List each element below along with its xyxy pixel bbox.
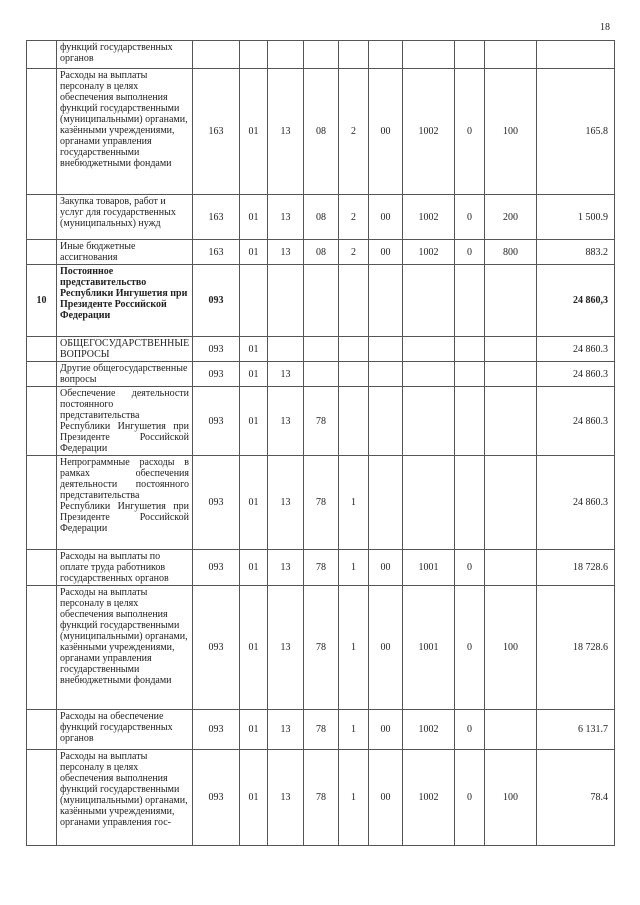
direction-code-cell: 1002 bbox=[403, 195, 455, 240]
amount-cell: 18 728.6 bbox=[537, 586, 615, 710]
ministry-code-cell: 093 bbox=[193, 550, 240, 586]
program-code-cell: 78 bbox=[304, 710, 339, 750]
row-number-cell bbox=[27, 362, 57, 387]
amount-cell: 6 131.7 bbox=[537, 710, 615, 750]
extra-code-cell: 0 bbox=[455, 750, 485, 846]
table-row bbox=[27, 195, 615, 240]
section-code-cell: 01 bbox=[240, 69, 268, 195]
expense-type-code-cell bbox=[485, 265, 537, 337]
page-number: 18 bbox=[600, 22, 610, 33]
ministry-code-cell: 093 bbox=[193, 362, 240, 387]
subsection-code-cell: 13 bbox=[268, 586, 304, 710]
expense-type-code-cell bbox=[485, 362, 537, 387]
table-row bbox=[27, 550, 615, 586]
direction-code-cell: 1001 bbox=[403, 586, 455, 710]
row-number-cell bbox=[27, 69, 57, 195]
ministry-code-cell: 093 bbox=[193, 710, 240, 750]
table-row bbox=[27, 456, 615, 550]
subprogram-code-cell bbox=[339, 41, 369, 69]
direction-code-cell: 1002 bbox=[403, 69, 455, 195]
row-number-cell bbox=[27, 41, 57, 69]
subsection-code-cell: 13 bbox=[268, 240, 304, 265]
expense-type-code-cell bbox=[485, 456, 537, 550]
table-row bbox=[27, 265, 615, 337]
extra-code-cell: 0 bbox=[455, 550, 485, 586]
extra-code-cell bbox=[455, 265, 485, 337]
section-code-cell: 01 bbox=[240, 195, 268, 240]
subsection-code-cell: 13 bbox=[268, 456, 304, 550]
row-number-cell bbox=[27, 387, 57, 456]
ministry-code-cell: 093 bbox=[193, 337, 240, 362]
amount-cell: 1 500.9 bbox=[537, 195, 615, 240]
amount-cell: 24 860.3 bbox=[537, 362, 615, 387]
expense-name-cell: Расходы на выплаты персоналу в целях обеспечения выполнения функций государственными (муниципальными) органами, казёнными учреждениями, органами управления государственными внебюджетными фондами bbox=[57, 586, 193, 710]
expense-name-cell: Обеспечение деятельности постоянного представительства Республики Ингушетия при Президенте Российской Федерации bbox=[57, 387, 193, 456]
subsection-code-cell: 13 bbox=[268, 387, 304, 456]
extra-code-cell: 0 bbox=[455, 710, 485, 750]
row-number-cell bbox=[27, 750, 57, 846]
subsection-code-cell bbox=[268, 337, 304, 362]
expense-type-code-cell: 800 bbox=[485, 240, 537, 265]
program-code-cell bbox=[304, 362, 339, 387]
expense-type-code-cell bbox=[485, 550, 537, 586]
program-code-cell: 78 bbox=[304, 456, 339, 550]
program-code-cell: 08 bbox=[304, 240, 339, 265]
direction-code-cell bbox=[403, 387, 455, 456]
subprogram-code-cell: 1 bbox=[339, 456, 369, 550]
subprogram-code-cell: 1 bbox=[339, 550, 369, 586]
direction-code-cell bbox=[403, 362, 455, 387]
main-event-code-cell bbox=[369, 387, 403, 456]
section-code-cell: 01 bbox=[240, 337, 268, 362]
subsection-code-cell bbox=[268, 41, 304, 69]
table-row bbox=[27, 586, 615, 710]
subprogram-code-cell: 1 bbox=[339, 586, 369, 710]
direction-code-cell: 1002 bbox=[403, 240, 455, 265]
ministry-code-cell: 093 bbox=[193, 265, 240, 337]
program-code-cell: 08 bbox=[304, 195, 339, 240]
section-code-cell bbox=[240, 265, 268, 337]
direction-code-cell: 1002 bbox=[403, 750, 455, 846]
subsection-code-cell: 13 bbox=[268, 362, 304, 387]
expense-type-code-cell bbox=[485, 387, 537, 456]
table-row bbox=[27, 240, 615, 265]
subsection-code-cell: 13 bbox=[268, 750, 304, 846]
extra-code-cell: 0 bbox=[455, 195, 485, 240]
subsection-code-cell: 13 bbox=[268, 710, 304, 750]
ministry-code-cell bbox=[193, 41, 240, 69]
main-event-code-cell: 00 bbox=[369, 710, 403, 750]
amount-cell: 24 860.3 bbox=[537, 387, 615, 456]
main-event-code-cell: 00 bbox=[369, 586, 403, 710]
ministry-code-cell: 093 bbox=[193, 750, 240, 846]
section-code-cell: 01 bbox=[240, 240, 268, 265]
expense-type-code-cell bbox=[485, 337, 537, 362]
section-code-cell bbox=[240, 41, 268, 69]
subprogram-code-cell: 1 bbox=[339, 710, 369, 750]
expense-name-cell: Непрограммные расходы в рамках обеспечения деятельности постоянного представительства Республики Ингушетия при Президенте Российской Федерации bbox=[57, 456, 193, 550]
amount-cell: 18 728.6 bbox=[537, 550, 615, 586]
ministry-code-cell: 093 bbox=[193, 387, 240, 456]
subsection-code-cell: 13 bbox=[268, 69, 304, 195]
subprogram-code-cell bbox=[339, 337, 369, 362]
amount-cell: 24 860.3 bbox=[537, 456, 615, 550]
amount-cell: 24 860,3 bbox=[537, 265, 615, 337]
main-event-code-cell bbox=[369, 337, 403, 362]
extra-code-cell bbox=[455, 41, 485, 69]
expense-type-code-cell bbox=[485, 710, 537, 750]
section-code-cell: 01 bbox=[240, 362, 268, 387]
table-row bbox=[27, 387, 615, 456]
section-code-cell: 01 bbox=[240, 586, 268, 710]
direction-code-cell: 1001 bbox=[403, 550, 455, 586]
expense-name-cell: Расходы на выплаты персоналу в целях обеспечения выполнения функций государственными (муниципальными) органами, казёнными учреждениями, органами управления гос- bbox=[57, 750, 193, 846]
table-row bbox=[27, 337, 615, 362]
table-body bbox=[27, 41, 615, 846]
main-event-code-cell: 00 bbox=[369, 240, 403, 265]
main-event-code-cell: 00 bbox=[369, 750, 403, 846]
amount-cell bbox=[537, 41, 615, 69]
row-number-cell bbox=[27, 586, 57, 710]
direction-code-cell bbox=[403, 456, 455, 550]
row-number-cell bbox=[27, 456, 57, 550]
table-row bbox=[27, 41, 615, 69]
section-code-cell: 01 bbox=[240, 387, 268, 456]
subprogram-code-cell: 1 bbox=[339, 750, 369, 846]
subprogram-code-cell bbox=[339, 265, 369, 337]
program-code-cell: 08 bbox=[304, 69, 339, 195]
section-code-cell: 01 bbox=[240, 750, 268, 846]
subprogram-code-cell: 2 bbox=[339, 69, 369, 195]
direction-code-cell: 1002 bbox=[403, 710, 455, 750]
section-code-cell: 01 bbox=[240, 550, 268, 586]
program-code-cell bbox=[304, 337, 339, 362]
subsection-code-cell: 13 bbox=[268, 550, 304, 586]
subprogram-code-cell bbox=[339, 362, 369, 387]
extra-code-cell bbox=[455, 337, 485, 362]
direction-code-cell bbox=[403, 265, 455, 337]
ministry-code-cell: 093 bbox=[193, 586, 240, 710]
table-row bbox=[27, 750, 615, 846]
expense-name-cell: Иные бюджетные ассигнования bbox=[57, 240, 193, 265]
direction-code-cell bbox=[403, 41, 455, 69]
expense-name-cell: Другие общегосударственные вопросы bbox=[57, 362, 193, 387]
program-code-cell: 78 bbox=[304, 387, 339, 456]
amount-cell: 165.8 bbox=[537, 69, 615, 195]
expense-name-cell: функций государственных органов bbox=[57, 41, 193, 69]
expense-type-code-cell: 100 bbox=[485, 69, 537, 195]
subprogram-code-cell bbox=[339, 387, 369, 456]
program-code-cell: 78 bbox=[304, 586, 339, 710]
row-number-cell bbox=[27, 240, 57, 265]
program-code-cell bbox=[304, 265, 339, 337]
extra-code-cell bbox=[455, 387, 485, 456]
row-number-cell: 10 bbox=[27, 265, 57, 337]
table-row bbox=[27, 710, 615, 750]
ministry-code-cell: 163 bbox=[193, 240, 240, 265]
ministry-code-cell: 163 bbox=[193, 195, 240, 240]
direction-code-cell bbox=[403, 337, 455, 362]
section-code-cell: 01 bbox=[240, 456, 268, 550]
expense-name-cell: ОБЩЕГОСУДАРСТВЕННЫЕ ВОПРОСЫ bbox=[57, 337, 193, 362]
program-code-cell: 78 bbox=[304, 750, 339, 846]
ministry-code-cell: 093 bbox=[193, 456, 240, 550]
expense-name-cell: Постоянное представительство Республики Ингушетия при Президенте Российской Федерации bbox=[57, 265, 193, 337]
extra-code-cell bbox=[455, 456, 485, 550]
table-row bbox=[27, 69, 615, 195]
main-event-code-cell bbox=[369, 456, 403, 550]
expense-type-code-cell: 200 bbox=[485, 195, 537, 240]
main-event-code-cell: 00 bbox=[369, 69, 403, 195]
main-event-code-cell: 00 bbox=[369, 195, 403, 240]
main-event-code-cell bbox=[369, 265, 403, 337]
main-event-code-cell bbox=[369, 362, 403, 387]
expense-type-code-cell bbox=[485, 41, 537, 69]
table-row bbox=[27, 362, 615, 387]
row-number-cell bbox=[27, 337, 57, 362]
ministry-code-cell: 163 bbox=[193, 69, 240, 195]
main-event-code-cell: 00 bbox=[369, 550, 403, 586]
amount-cell: 24 860.3 bbox=[537, 337, 615, 362]
expense-name-cell: Расходы на выплаты по оплате труда работников государственных органов bbox=[57, 550, 193, 586]
extra-code-cell: 0 bbox=[455, 586, 485, 710]
budget-table bbox=[26, 40, 615, 846]
amount-cell: 78.4 bbox=[537, 750, 615, 846]
expense-type-code-cell: 100 bbox=[485, 750, 537, 846]
amount-cell: 883.2 bbox=[537, 240, 615, 265]
section-code-cell: 01 bbox=[240, 710, 268, 750]
main-event-code-cell bbox=[369, 41, 403, 69]
extra-code-cell: 0 bbox=[455, 240, 485, 265]
extra-code-cell: 0 bbox=[455, 69, 485, 195]
subsection-code-cell bbox=[268, 265, 304, 337]
row-number-cell bbox=[27, 710, 57, 750]
subprogram-code-cell: 2 bbox=[339, 240, 369, 265]
program-code-cell bbox=[304, 41, 339, 69]
row-number-cell bbox=[27, 195, 57, 240]
row-number-cell bbox=[27, 550, 57, 586]
expense-type-code-cell: 100 bbox=[485, 586, 537, 710]
expense-name-cell: Расходы на обеспечение функций государственных органов bbox=[57, 710, 193, 750]
program-code-cell: 78 bbox=[304, 550, 339, 586]
expense-name-cell: Закупка товаров, работ и услуг для государственных (муниципальных) нужд bbox=[57, 195, 193, 240]
extra-code-cell bbox=[455, 362, 485, 387]
expense-name-cell: Расходы на выплаты персоналу в целях обеспечения выполнения функций государственными (муниципальными) органами, казёнными учреждениями, органами управления государственными внебюджетными фондами bbox=[57, 69, 193, 195]
subprogram-code-cell: 2 bbox=[339, 195, 369, 240]
subsection-code-cell: 13 bbox=[268, 195, 304, 240]
